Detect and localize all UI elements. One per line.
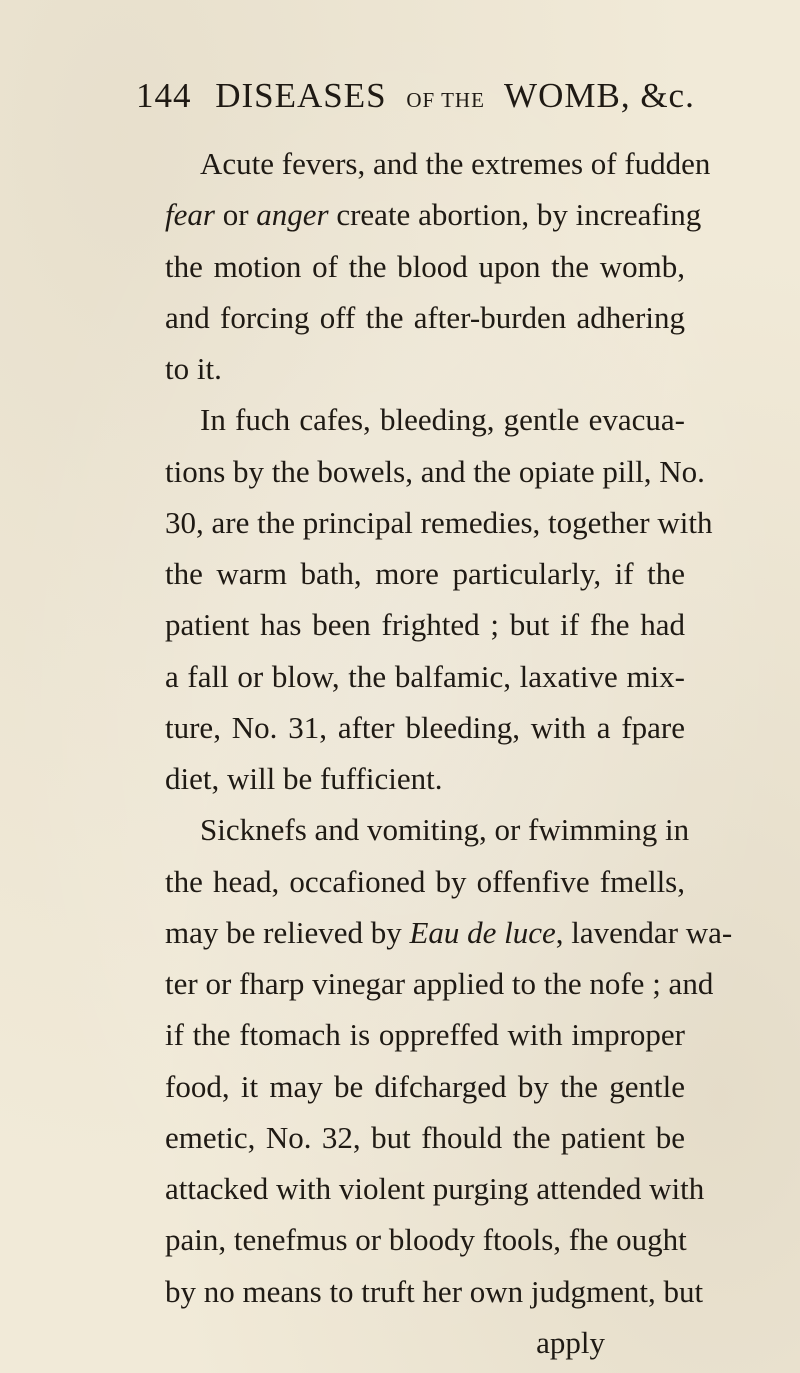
text-line: fear or anger create abortion, by increafing	[165, 197, 702, 232]
running-head	[136, 70, 696, 122]
text-line: and forcing off the after-burden adhering	[165, 300, 685, 335]
text-line: Sicknefs and vomiting, or fwimming in	[200, 812, 690, 847]
text-line: to it.	[165, 351, 222, 386]
text-line: ter or fharp vinegar applied to the nofe ; and	[165, 966, 714, 1001]
text-line: In fuch cafes, bleeding, gentle evacua-	[200, 402, 685, 437]
text-line: diet, will be fufficient.	[165, 761, 443, 796]
text-line: ture, No. 31, after bleeding, with a fpare	[165, 710, 685, 745]
italic-word-fear: fear	[165, 197, 215, 232]
text-line: pain, tenefmus or bloody ftools, fhe ought	[165, 1222, 687, 1257]
running-head-of-the: OF THE	[406, 88, 485, 112]
catchword: apply	[536, 1325, 605, 1360]
text-line: tions by the bowels, and the opiate pill, No.	[165, 454, 705, 489]
text-line: emetic, No. 32, but fhould the patient be	[165, 1120, 685, 1155]
text-line: the head, occafioned by offenfive fmells,	[165, 864, 685, 899]
text-line: 30, are the principal remedies, together with	[165, 505, 713, 540]
text-line: the warm bath, more particularly, if the	[165, 556, 685, 591]
text-line: by no means to truft her own judgment, but	[165, 1274, 704, 1309]
text-line: may be relieved by Eau de luce, lavendar wa-	[165, 915, 733, 950]
text-line: food, it may be difcharged by the gentle	[165, 1069, 685, 1104]
italic-word-anger: anger	[256, 197, 329, 232]
page-number: 144	[136, 76, 192, 115]
text-line: attacked with violent purging attended with	[165, 1171, 705, 1206]
text-line: if the ftomach is oppreffed with improper	[165, 1017, 685, 1052]
text-line: a fall or blow, the balfamic, laxative mix-	[165, 659, 685, 694]
running-head-subject: WOMB, &c.	[504, 76, 695, 115]
italic-phrase-eau-de-luce: Eau de luce	[409, 915, 556, 950]
text-line: the motion of the blood upon the womb,	[165, 249, 685, 284]
text-line: patient has been frighted ; but if fhe had	[165, 607, 685, 642]
running-head-title: DISEASES	[215, 76, 387, 115]
text-line: Acute fevers, and the extremes of fudden	[200, 146, 711, 181]
